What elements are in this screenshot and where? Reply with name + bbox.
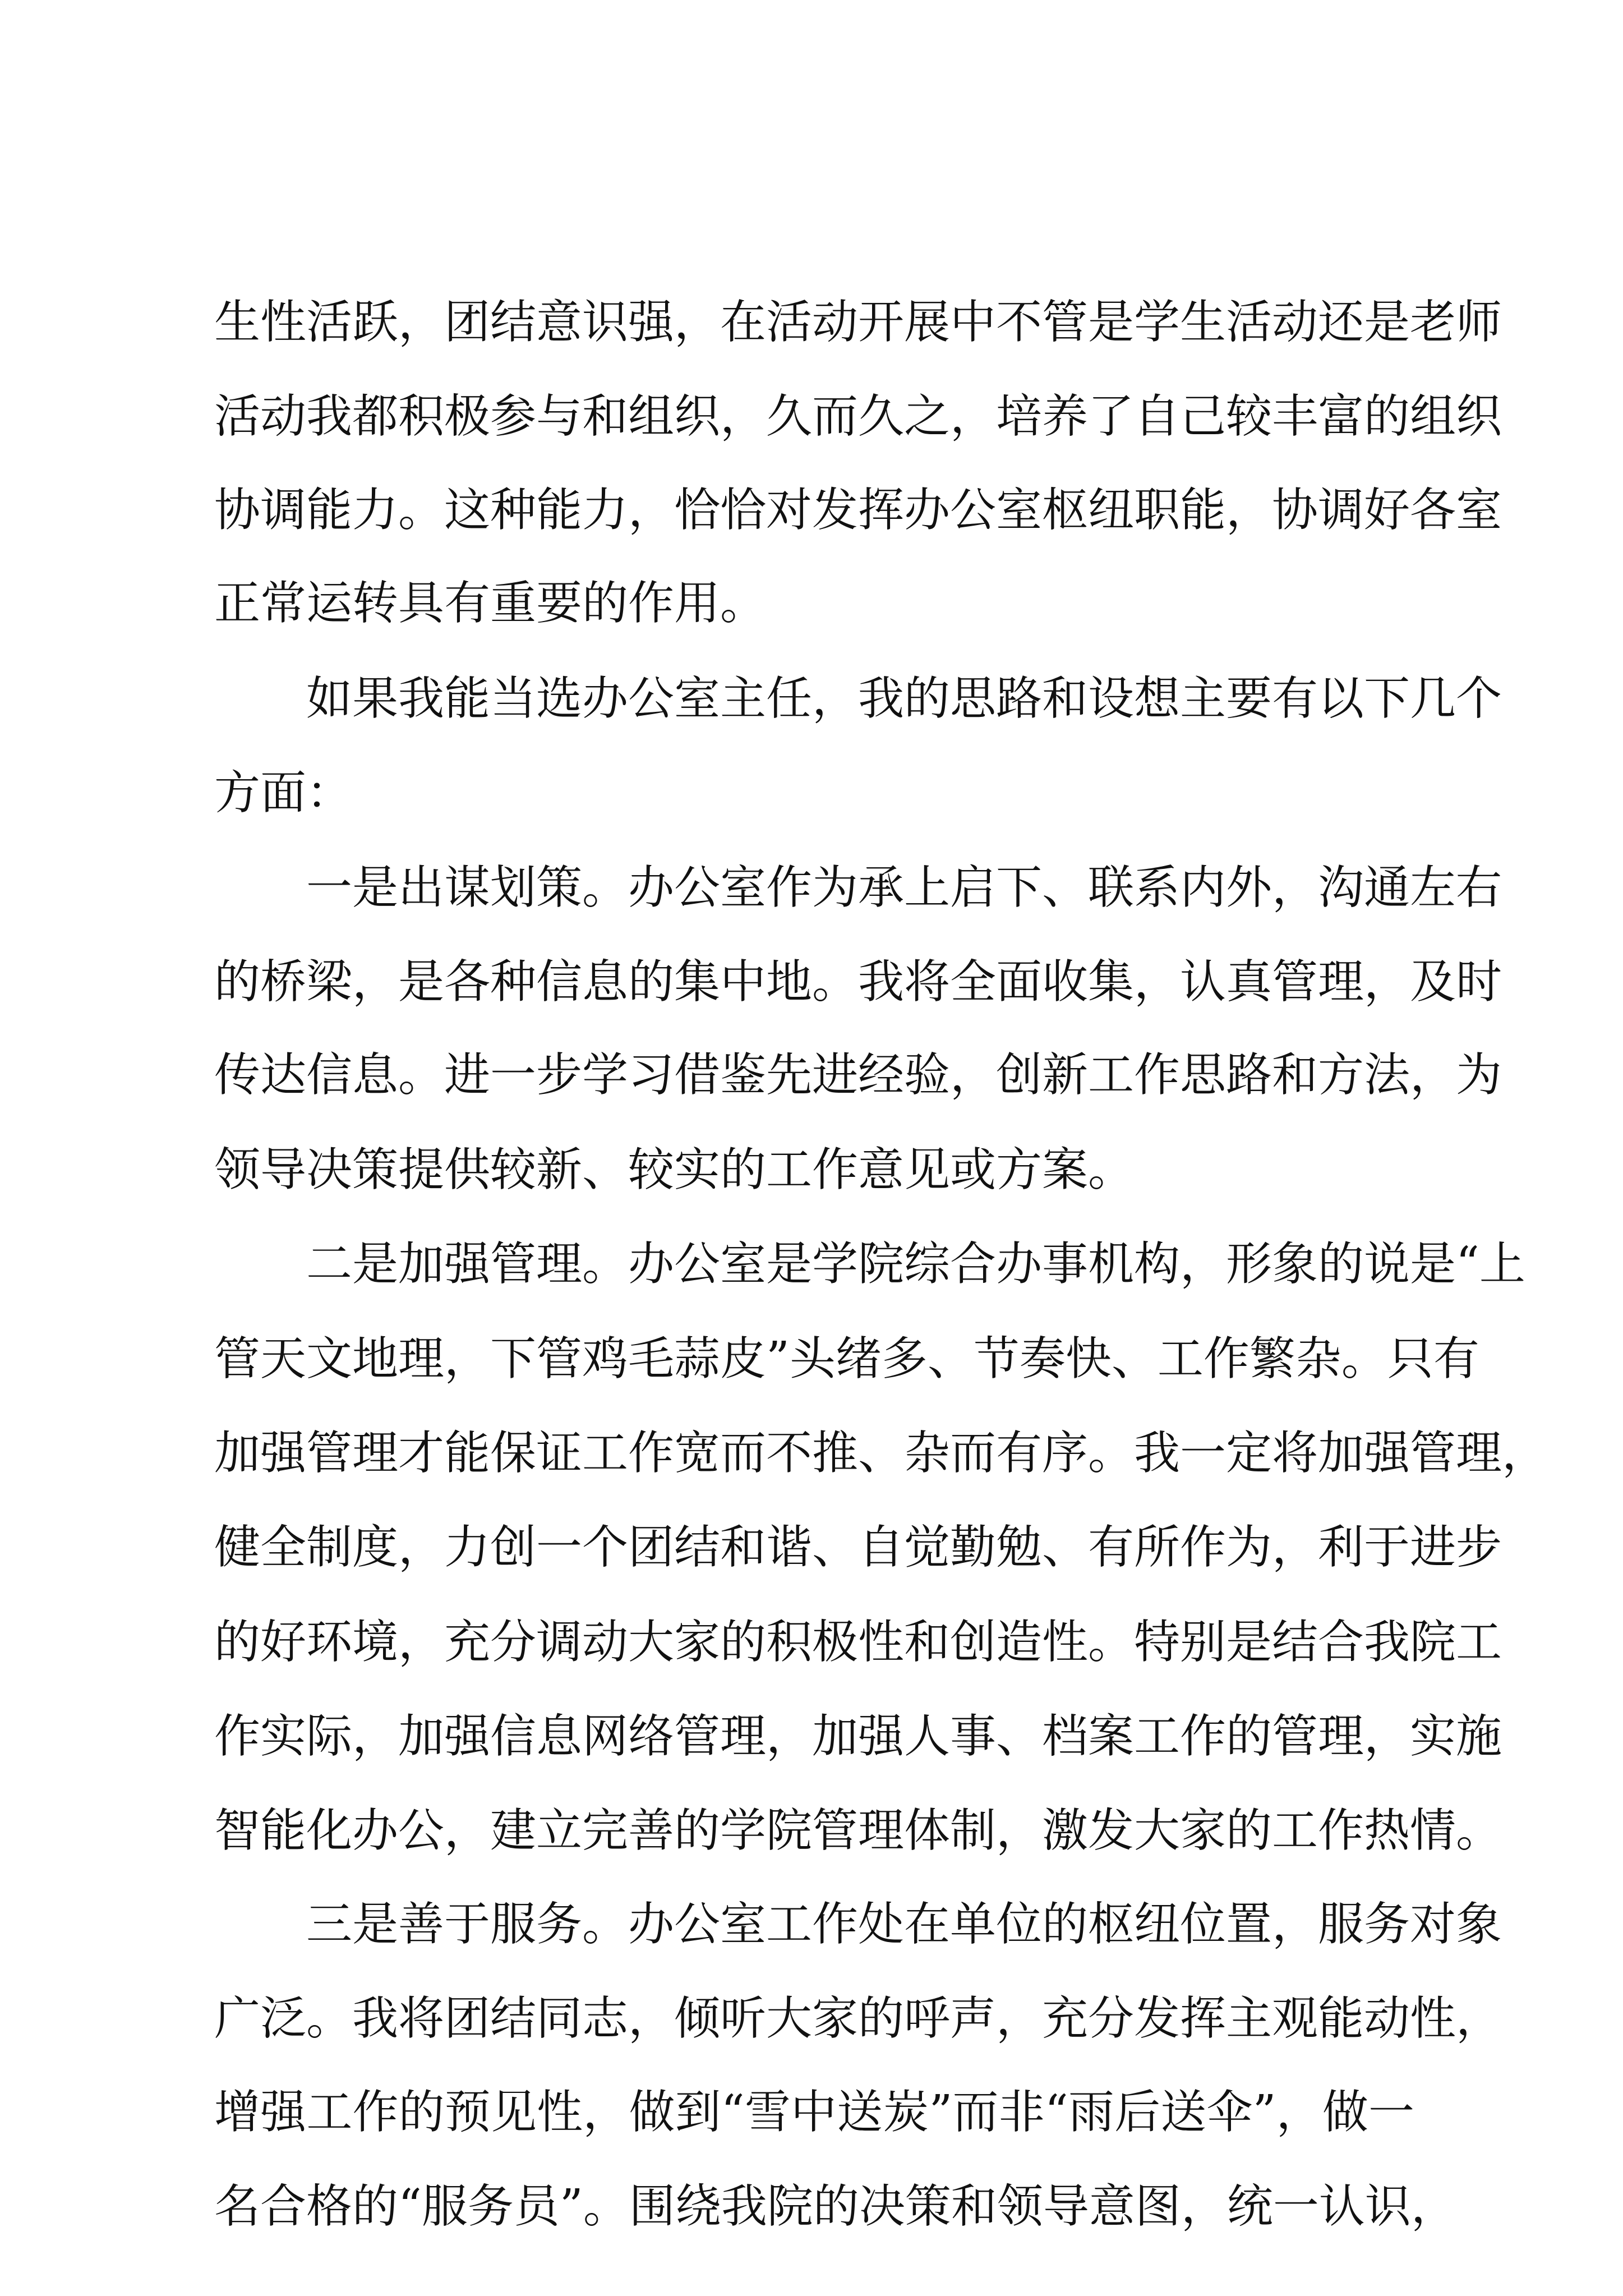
paragraph-first-line: 如果我能当选办公室主任，我的思路和设想主要有以下几个 [306, 672, 1502, 725]
body-text-line: 协调能力。这种能力，恰恰对发挥办公室枢纽职能，协调好各室 [214, 484, 1502, 537]
body-text-line: 方面： [214, 766, 353, 820]
body-text-line: 生性活跃，团结意识强，在活动开展中不管是学生活动还是老师 [214, 296, 1502, 349]
body-text-line: 广泛。我将团结同志，倾听大家的呼声，充分发挥主观能动性， [214, 1992, 1502, 2045]
body-text-line: 的桥梁，是各种信息的集中地。我将全面收集，认真管理，及时 [214, 955, 1502, 1009]
body-text-line: 活动我都积极参与和组织，久而久之，培养了自己较丰富的组织 [214, 390, 1502, 443]
body-text-line: 传达信息。进一步学习借鉴先进经验，创新工作思路和方法，为 [214, 1048, 1502, 1102]
body-text-line: 增强工作的预见性，做到“雪中送炭”而非“雨后送伞”，做一 [214, 2086, 1414, 2139]
body-text-line: 加强管理才能保证工作宽而不推、杂而有序。我一定将加强管理， [214, 1427, 1548, 1480]
body-text-line: 名合格的“服务员”。围绕我院的决策和领导意图，统一认识， [214, 2180, 1457, 2233]
body-text-line: 作实际，加强信息网络管理，加强人事、档案工作的管理，实施 [214, 1710, 1502, 1763]
body-text-line: 健全制度，力创一个团结和谐、自觉勤勉、有所作为，利于进步 [214, 1521, 1502, 1574]
body-text-line: 管天文地理，下管鸡毛蒜皮”头绪多、节奏快、工作繁杂。只有 [214, 1332, 1479, 1386]
body-text-line: 领导决策提供较新、较实的工作意见或方案。 [214, 1143, 1135, 1197]
paragraph-first-line: 一是出谋划策。办公室作为承上启下、联系内外，沟通左右 [306, 861, 1502, 914]
paragraph-first-line: 二是加强管理。办公室是学院综合办事机构，形象的说是“上 [306, 1237, 1525, 1291]
body-text-line: 智能化办公，建立完善的学院管理体制，激发大家的工作热情。 [214, 1804, 1502, 1857]
body-text-line: 的好环境，充分调动大家的积极性和创造性。特别是结合我院工 [214, 1616, 1502, 1669]
paragraph-first-line: 三是善于服务。办公室工作处在单位的枢纽位置，服务对象 [306, 1898, 1502, 1951]
body-text-line: 正常运转具有重要的作用。 [214, 577, 767, 630]
